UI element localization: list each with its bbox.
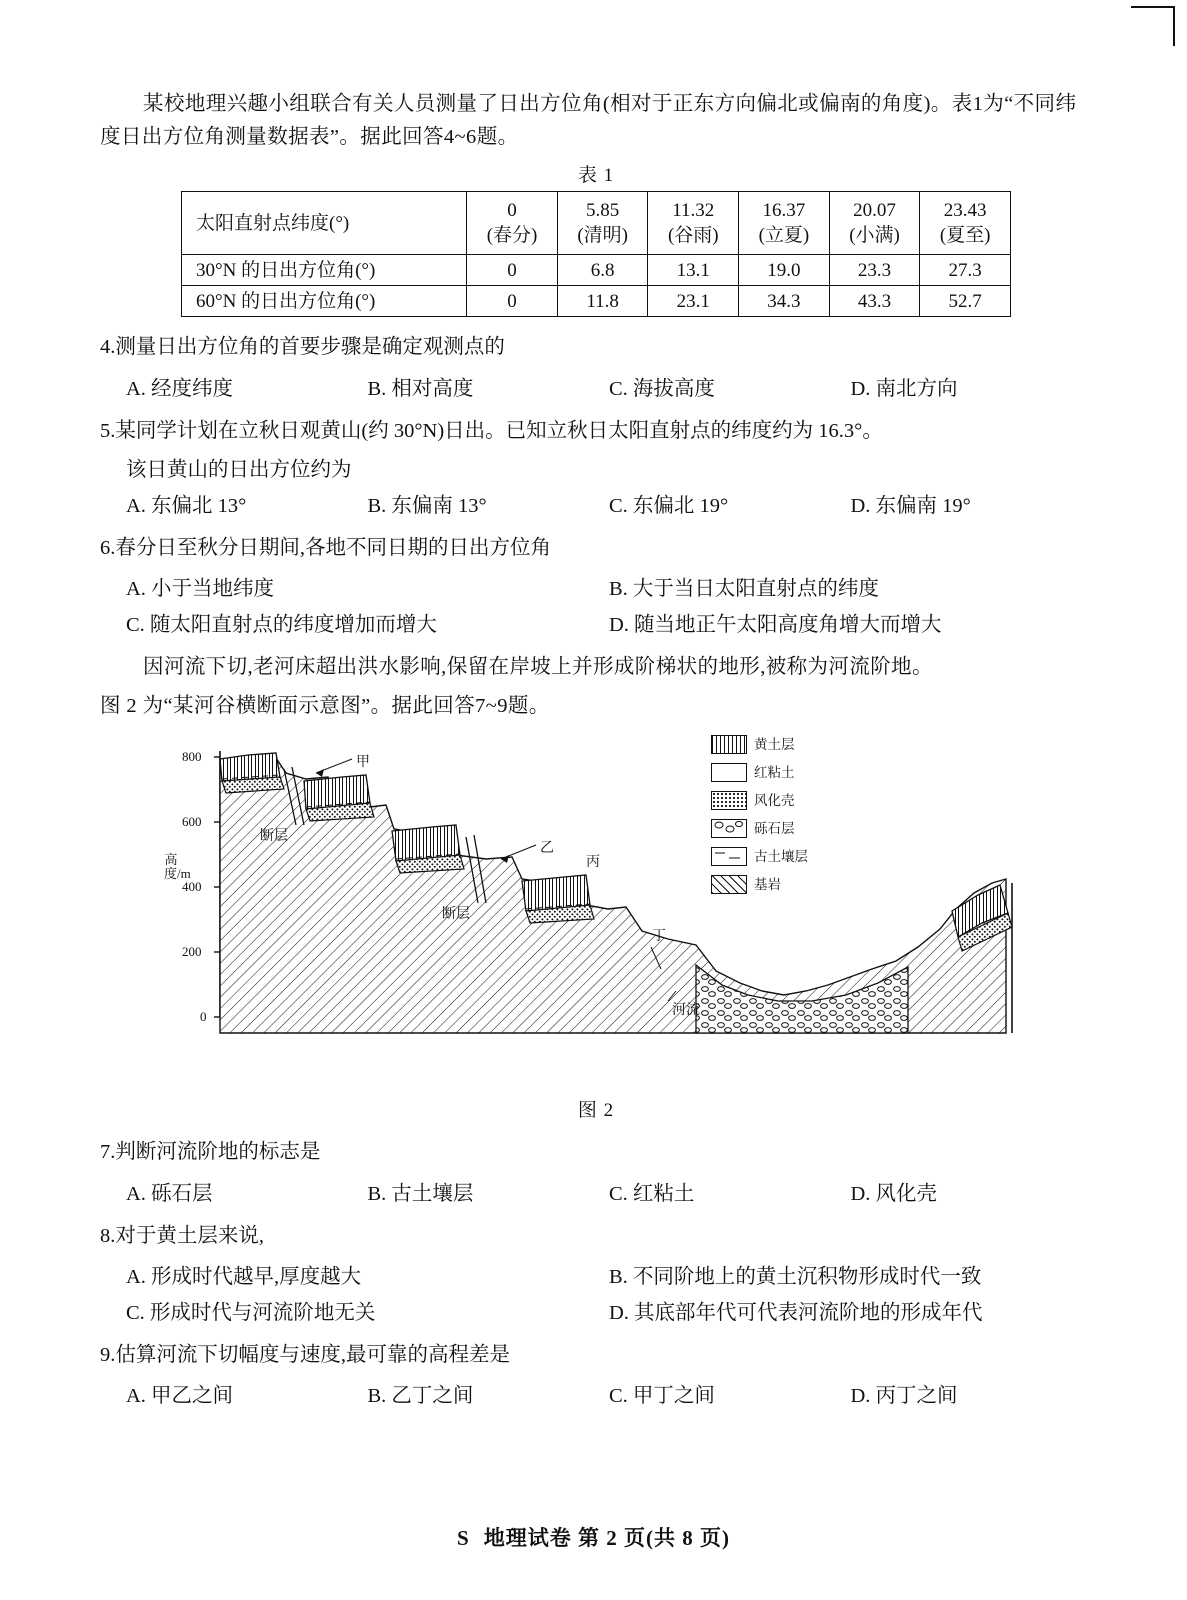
question-7-options	[100, 1176, 1092, 1206]
question-6-text: 春分日至秋分日期间,各地不同日期的日出方位角	[115, 536, 551, 559]
figure-svg	[156, 733, 1036, 1093]
figure-y-axis-label: 高度/m	[164, 852, 191, 882]
question-6-options-row-1	[100, 571, 1092, 601]
legend-item: 基岩	[711, 875, 808, 894]
legend-swatch-weathering-crust	[711, 791, 747, 810]
label-jia: 甲	[356, 755, 370, 771]
option-b[interactable]: B. 东偏南 13°	[367, 494, 487, 517]
label-ding: 丁	[652, 929, 666, 945]
question-4-number: 4.	[100, 336, 116, 359]
table-cell: 43.3	[829, 286, 920, 317]
question-7-number: 7.	[100, 1141, 116, 1164]
table-row	[182, 286, 1011, 317]
question-5-options	[100, 488, 1092, 518]
table-header-cell: 5.85 (清明)	[557, 192, 648, 255]
river-terrace-figure	[156, 733, 1036, 1093]
question-4	[100, 331, 1092, 364]
question-9-options	[100, 1378, 1092, 1408]
intro-paragraph-1: 某校地理兴趣小组联合有关人员测量了日出方位角(相对于正东方向偏北或偏南的角度)。表1为“不同纬度日出方位角测量数据表”。据此回答4~6题。	[100, 93, 1077, 149]
question-9	[100, 1339, 1092, 1372]
question-4-text: 测量日出方位角的首要步骤是确定观测点的	[115, 336, 505, 359]
table-header-cell: 20.07 (小满)	[829, 192, 920, 255]
option-a[interactable]: A. 砾石层	[126, 1182, 213, 1205]
option-c[interactable]: C. 海拔高度	[609, 377, 715, 400]
option-d[interactable]: D. 东偏南 19°	[850, 494, 971, 517]
legend-item: 古土壤层	[711, 847, 808, 866]
table-header-cell: 16.37 (立夏)	[739, 192, 830, 255]
legend-swatch-bedrock	[711, 875, 747, 894]
footer-text: 地理试卷 第 2 页(共 8 页)	[483, 1526, 730, 1550]
question-8-number: 8.	[100, 1224, 116, 1247]
y-tick-800: 800	[182, 749, 202, 765]
label-fault-2: 断层	[442, 907, 470, 923]
table-row-label: 30°N 的日出方位角(°)	[182, 255, 467, 286]
y-tick-600: 600	[182, 814, 202, 830]
question-7	[100, 1136, 1092, 1169]
footer-mark: S	[457, 1526, 470, 1550]
table-cell: 11.8	[557, 286, 648, 317]
y-tick-400: 400	[182, 879, 202, 895]
option-a[interactable]: A. 形成时代越早,厚度越大	[126, 1265, 362, 1288]
question-5-text-line2: 该日黄山的日出方位约为	[126, 458, 352, 481]
option-a[interactable]: A. 经度纬度	[126, 377, 234, 400]
label-fault-1: 断层	[260, 829, 288, 845]
table-header-cell: 23.43 (夏至)	[920, 192, 1011, 255]
table-cell: 23.1	[648, 286, 739, 317]
question-8-text: 对于黄土层来说,	[115, 1224, 264, 1247]
table-header-row	[182, 192, 1011, 255]
table-cell: 23.3	[829, 255, 920, 286]
question-6-number: 6.	[100, 536, 116, 559]
table-cell: 19.0	[739, 255, 830, 286]
table-cell: 52.7	[920, 286, 1011, 317]
question-6-options-row-2	[100, 607, 1092, 637]
question-8	[100, 1220, 1092, 1253]
option-b[interactable]: B. 大于当日太阳直射点的纬度	[609, 578, 879, 601]
table-header-cell: 0 (春分)	[467, 192, 558, 255]
option-b[interactable]: B. 相对高度	[367, 377, 474, 400]
page-corner-mark	[1131, 6, 1175, 46]
legend-item: 风化壳	[711, 791, 808, 810]
option-c[interactable]: C. 随太阳直射点的纬度增加而增大	[126, 614, 437, 637]
option-b[interactable]: B. 乙丁之间	[367, 1385, 474, 1408]
legend-item: 砾石层	[711, 819, 808, 838]
label-river: 河流	[672, 1003, 700, 1019]
table-row-label: 60°N 的日出方位角(°)	[182, 286, 467, 317]
option-b[interactable]: B. 不同阶地上的黄土沉积物形成时代一致	[609, 1265, 982, 1288]
option-d[interactable]: D. 南北方向	[850, 377, 958, 400]
label-bing: 丙	[586, 855, 600, 871]
table-cell: 27.3	[920, 255, 1011, 286]
table-cell: 6.8	[557, 255, 648, 286]
legend-swatch-paleosol	[711, 847, 747, 866]
table-cell: 13.1	[648, 255, 739, 286]
question-8-options-row-1	[100, 1259, 1092, 1289]
y-tick-0: 0	[200, 1009, 207, 1025]
option-c[interactable]: C. 形成时代与河流阶地无关	[126, 1301, 376, 1324]
option-d[interactable]: D. 丙丁之间	[850, 1385, 958, 1408]
table-caption: 表 1	[577, 165, 615, 187]
figure-caption: 图 2	[577, 1100, 615, 1122]
legend-item: 黄土层	[711, 735, 808, 754]
option-b[interactable]: B. 古土壤层	[367, 1182, 474, 1205]
option-c[interactable]: C. 东偏北 19°	[609, 494, 729, 517]
table-header-label: 太阳直射点纬度(°)	[182, 192, 467, 255]
option-d[interactable]: D. 随当地正午太阳高度角增大而增大	[609, 614, 942, 637]
question-4-options	[100, 371, 1092, 401]
sunrise-azimuth-table	[181, 191, 1011, 317]
table-header-cell: 11.32 (谷雨)	[648, 192, 739, 255]
legend-swatch-loess	[711, 735, 747, 754]
question-5-text: 某同学计划在立秋日观黄山(约 30°N)日出。已知立秋日太阳直射点的纬度约为 16.3°。	[115, 419, 883, 442]
question-5-number: 5.	[100, 419, 116, 442]
question-7-text: 判断河流阶地的标志是	[115, 1141, 321, 1164]
y-tick-200: 200	[182, 944, 202, 960]
option-a[interactable]: A. 甲乙之间	[126, 1385, 234, 1408]
question-8-options-row-2	[100, 1295, 1092, 1325]
question-5	[100, 415, 1092, 448]
figure-legend	[711, 735, 808, 903]
question-9-number: 9.	[100, 1343, 116, 1366]
intro2-paragraph-2: 图 2 为“某河谷横断面示意图”。据此回答7~9题。	[100, 695, 550, 718]
table-cell: 34.3	[739, 286, 830, 317]
table-cell: 0	[467, 255, 558, 286]
legend-swatch-gravel	[711, 819, 747, 838]
table-row	[182, 255, 1011, 286]
option-c[interactable]: C. 甲丁之间	[609, 1385, 715, 1408]
option-c[interactable]: C. 红粘土	[609, 1182, 695, 1205]
option-a[interactable]: A. 东偏北 13°	[126, 494, 247, 517]
option-d[interactable]: D. 其底部年代可代表河流阶地的形成年代	[609, 1301, 983, 1324]
legend-swatch-red-clay	[711, 763, 747, 782]
question-9-text: 估算河流下切幅度与速度,最可靠的高程差是	[115, 1343, 510, 1366]
option-d[interactable]: D. 风化壳	[850, 1182, 938, 1205]
label-yi: 乙	[540, 841, 554, 857]
table-cell: 0	[467, 286, 558, 317]
page-content	[100, 88, 1092, 1408]
option-a[interactable]: A. 小于当地纬度	[126, 578, 275, 601]
page-footer	[0, 1522, 1187, 1552]
question-6	[100, 532, 1092, 565]
legend-item: 红粘土	[711, 763, 808, 782]
intro2-paragraph-1: 因河流下切,老河床超出洪水影响,保留在岸坡上并形成阶梯状的地形,被称为河流阶地。	[143, 656, 933, 679]
